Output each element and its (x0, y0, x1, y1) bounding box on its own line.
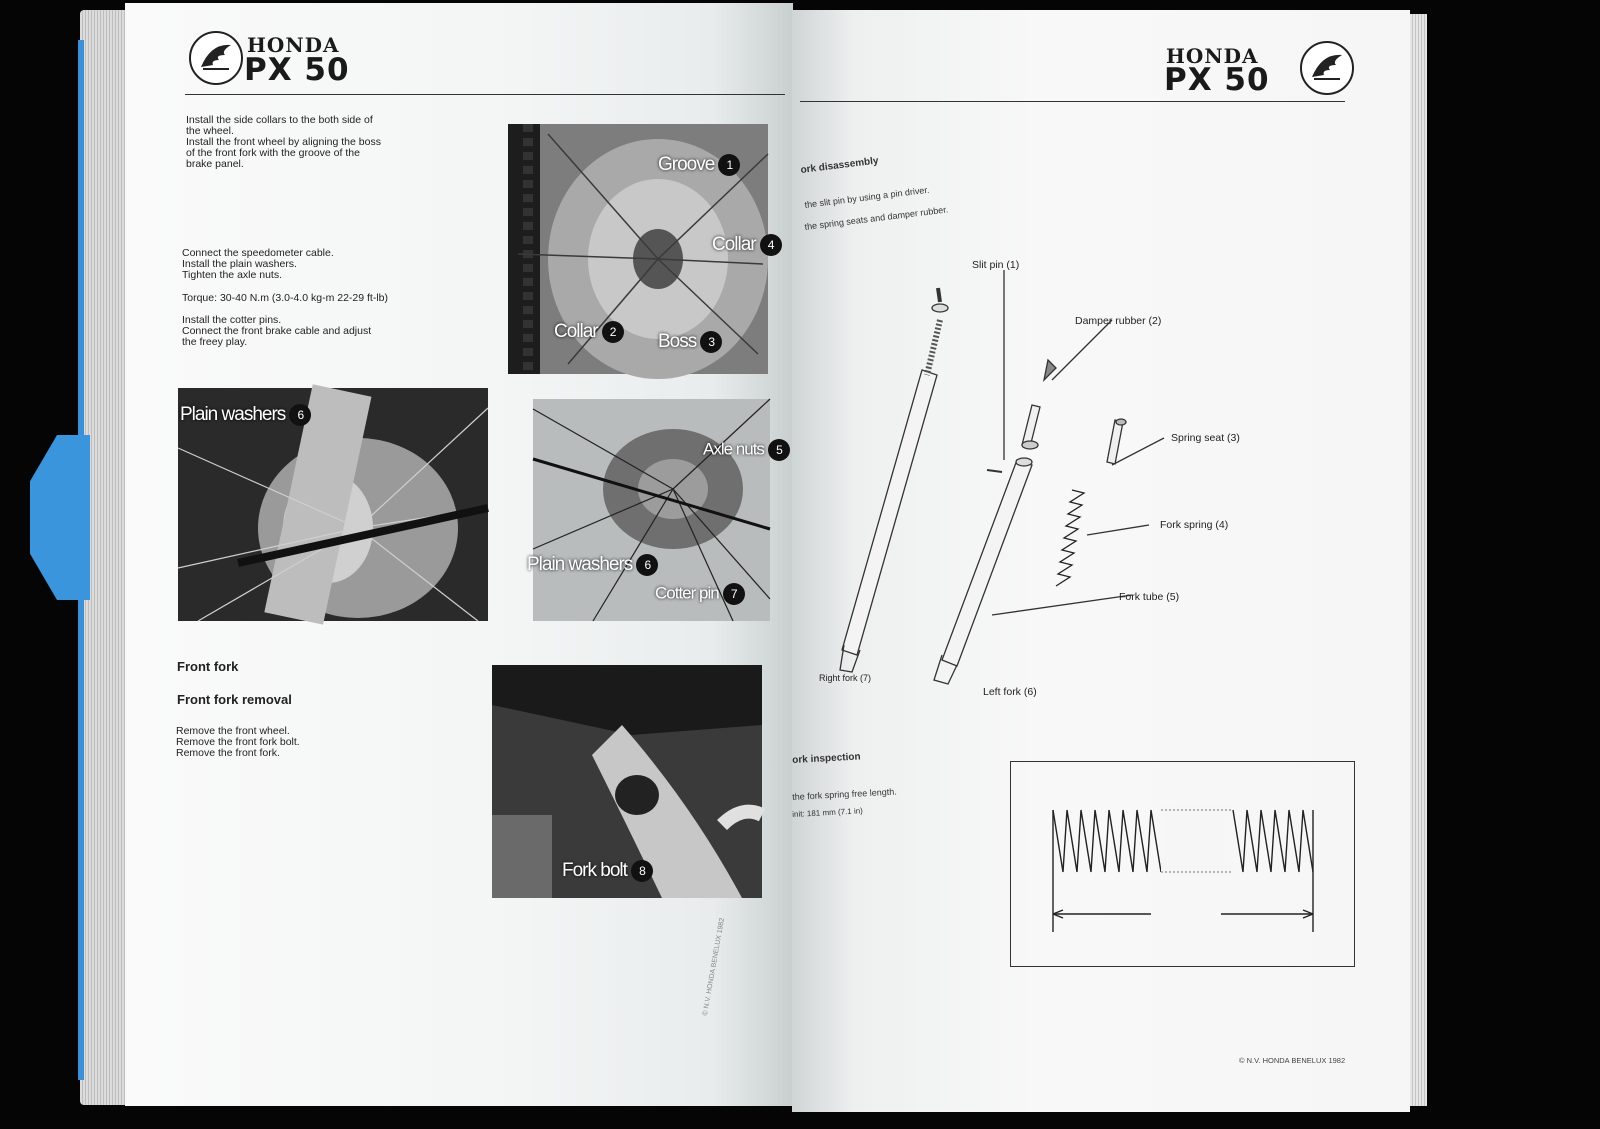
honda-wing-logo-icon (189, 31, 243, 85)
subsection-title-removal: Front fork removal (177, 692, 292, 707)
inspection-line-1: the fork spring free length. (792, 786, 897, 802)
connect-cable-text: Connect the speedometer cable. Install the plain washers. Tighten the axle nuts. (182, 247, 334, 281)
photo3-label-cotter-pin: Cotter pin 7 (655, 583, 745, 605)
photo1-label-collar-4: Collar 4 (712, 234, 782, 256)
header-rule-right (800, 101, 1345, 102)
torque-spec: Torque: 30-40 N.m (3.0-4.0 kg-m 22-29 ft-lb) (182, 292, 389, 304)
removal-steps-text: Remove the front wheel. Remove the front fork bolt. Remove the front fork. (176, 725, 300, 759)
photo-wheel-hub (508, 124, 774, 374)
left-page (125, 3, 793, 1106)
photo1-label-groove: Groove 1 (658, 154, 740, 176)
blue-index-tab (30, 435, 90, 600)
install-collars-text: Install the side collars to the both side of the wheel. Install the front wheel by aligning the boss of the front fork with the groove of the brake panel. (186, 114, 381, 170)
label-left-fork: Left fork (6) (983, 686, 1037, 698)
header-rule (185, 94, 785, 95)
photo-plain-washers (178, 388, 488, 621)
label-damper-rubber: Damper rubber (2) (1075, 315, 1162, 327)
photo-axle-nuts (527, 399, 782, 621)
photo-fork-bolt (492, 665, 762, 898)
brand-name: HONDA (247, 33, 340, 57)
label-slit-pin: Slit pin (1) (972, 259, 1020, 271)
label-spring-seat: Spring seat (3) (1171, 432, 1240, 444)
section-title-inspection: ork inspection (792, 751, 861, 766)
label-fork-tube: Fork tube (5) (1119, 591, 1180, 603)
photo4-label-fork-bolt: Fork bolt 8 (562, 860, 653, 882)
model-name: PX 50 (244, 52, 350, 88)
right-page (792, 10, 1410, 1112)
photo3-label-plain-washers: Plain washers 6 (527, 554, 658, 576)
copyright-footer: © N.V. HONDA BENELUX 1982 (1239, 1056, 1346, 1065)
disassembly-line-1: the slit pin by using a pin driver. (804, 184, 930, 210)
brand-name-right: HONDA (1166, 44, 1259, 68)
disassembly-line-2: the spring seats and damper rubber. (804, 204, 949, 232)
cotter-pin-text: Install the cotter pins. Connect the front brake cable and adjust the freey play. (182, 314, 372, 348)
section-title-disassembly: ork disassembly (800, 155, 880, 176)
photo1-label-boss: Boss 3 (658, 331, 722, 353)
inspection-line-2: init: 181 mm (7.1 in) (792, 806, 864, 819)
photo1-label-collar-2: Collar 2 (554, 321, 624, 343)
label-fork-spring: Fork spring (4) (1160, 519, 1229, 531)
model-name-right: PX 50 (1164, 62, 1270, 98)
photo2-label-plain-washers: Plain washers 6 (180, 404, 311, 426)
label-right-fork: Right fork (7) (819, 673, 872, 683)
spring-length-diagram (1010, 761, 1355, 967)
photo3-label-axle-nuts: Axle nuts 5 (703, 439, 790, 461)
fork-exploded-diagram (812, 240, 1312, 710)
section-title-front-fork: Front fork (177, 659, 239, 674)
gutter-copyright: © N.V. HONDA BENELUX 1982 (702, 917, 727, 1017)
honda-wing-logo-icon (1300, 41, 1354, 95)
